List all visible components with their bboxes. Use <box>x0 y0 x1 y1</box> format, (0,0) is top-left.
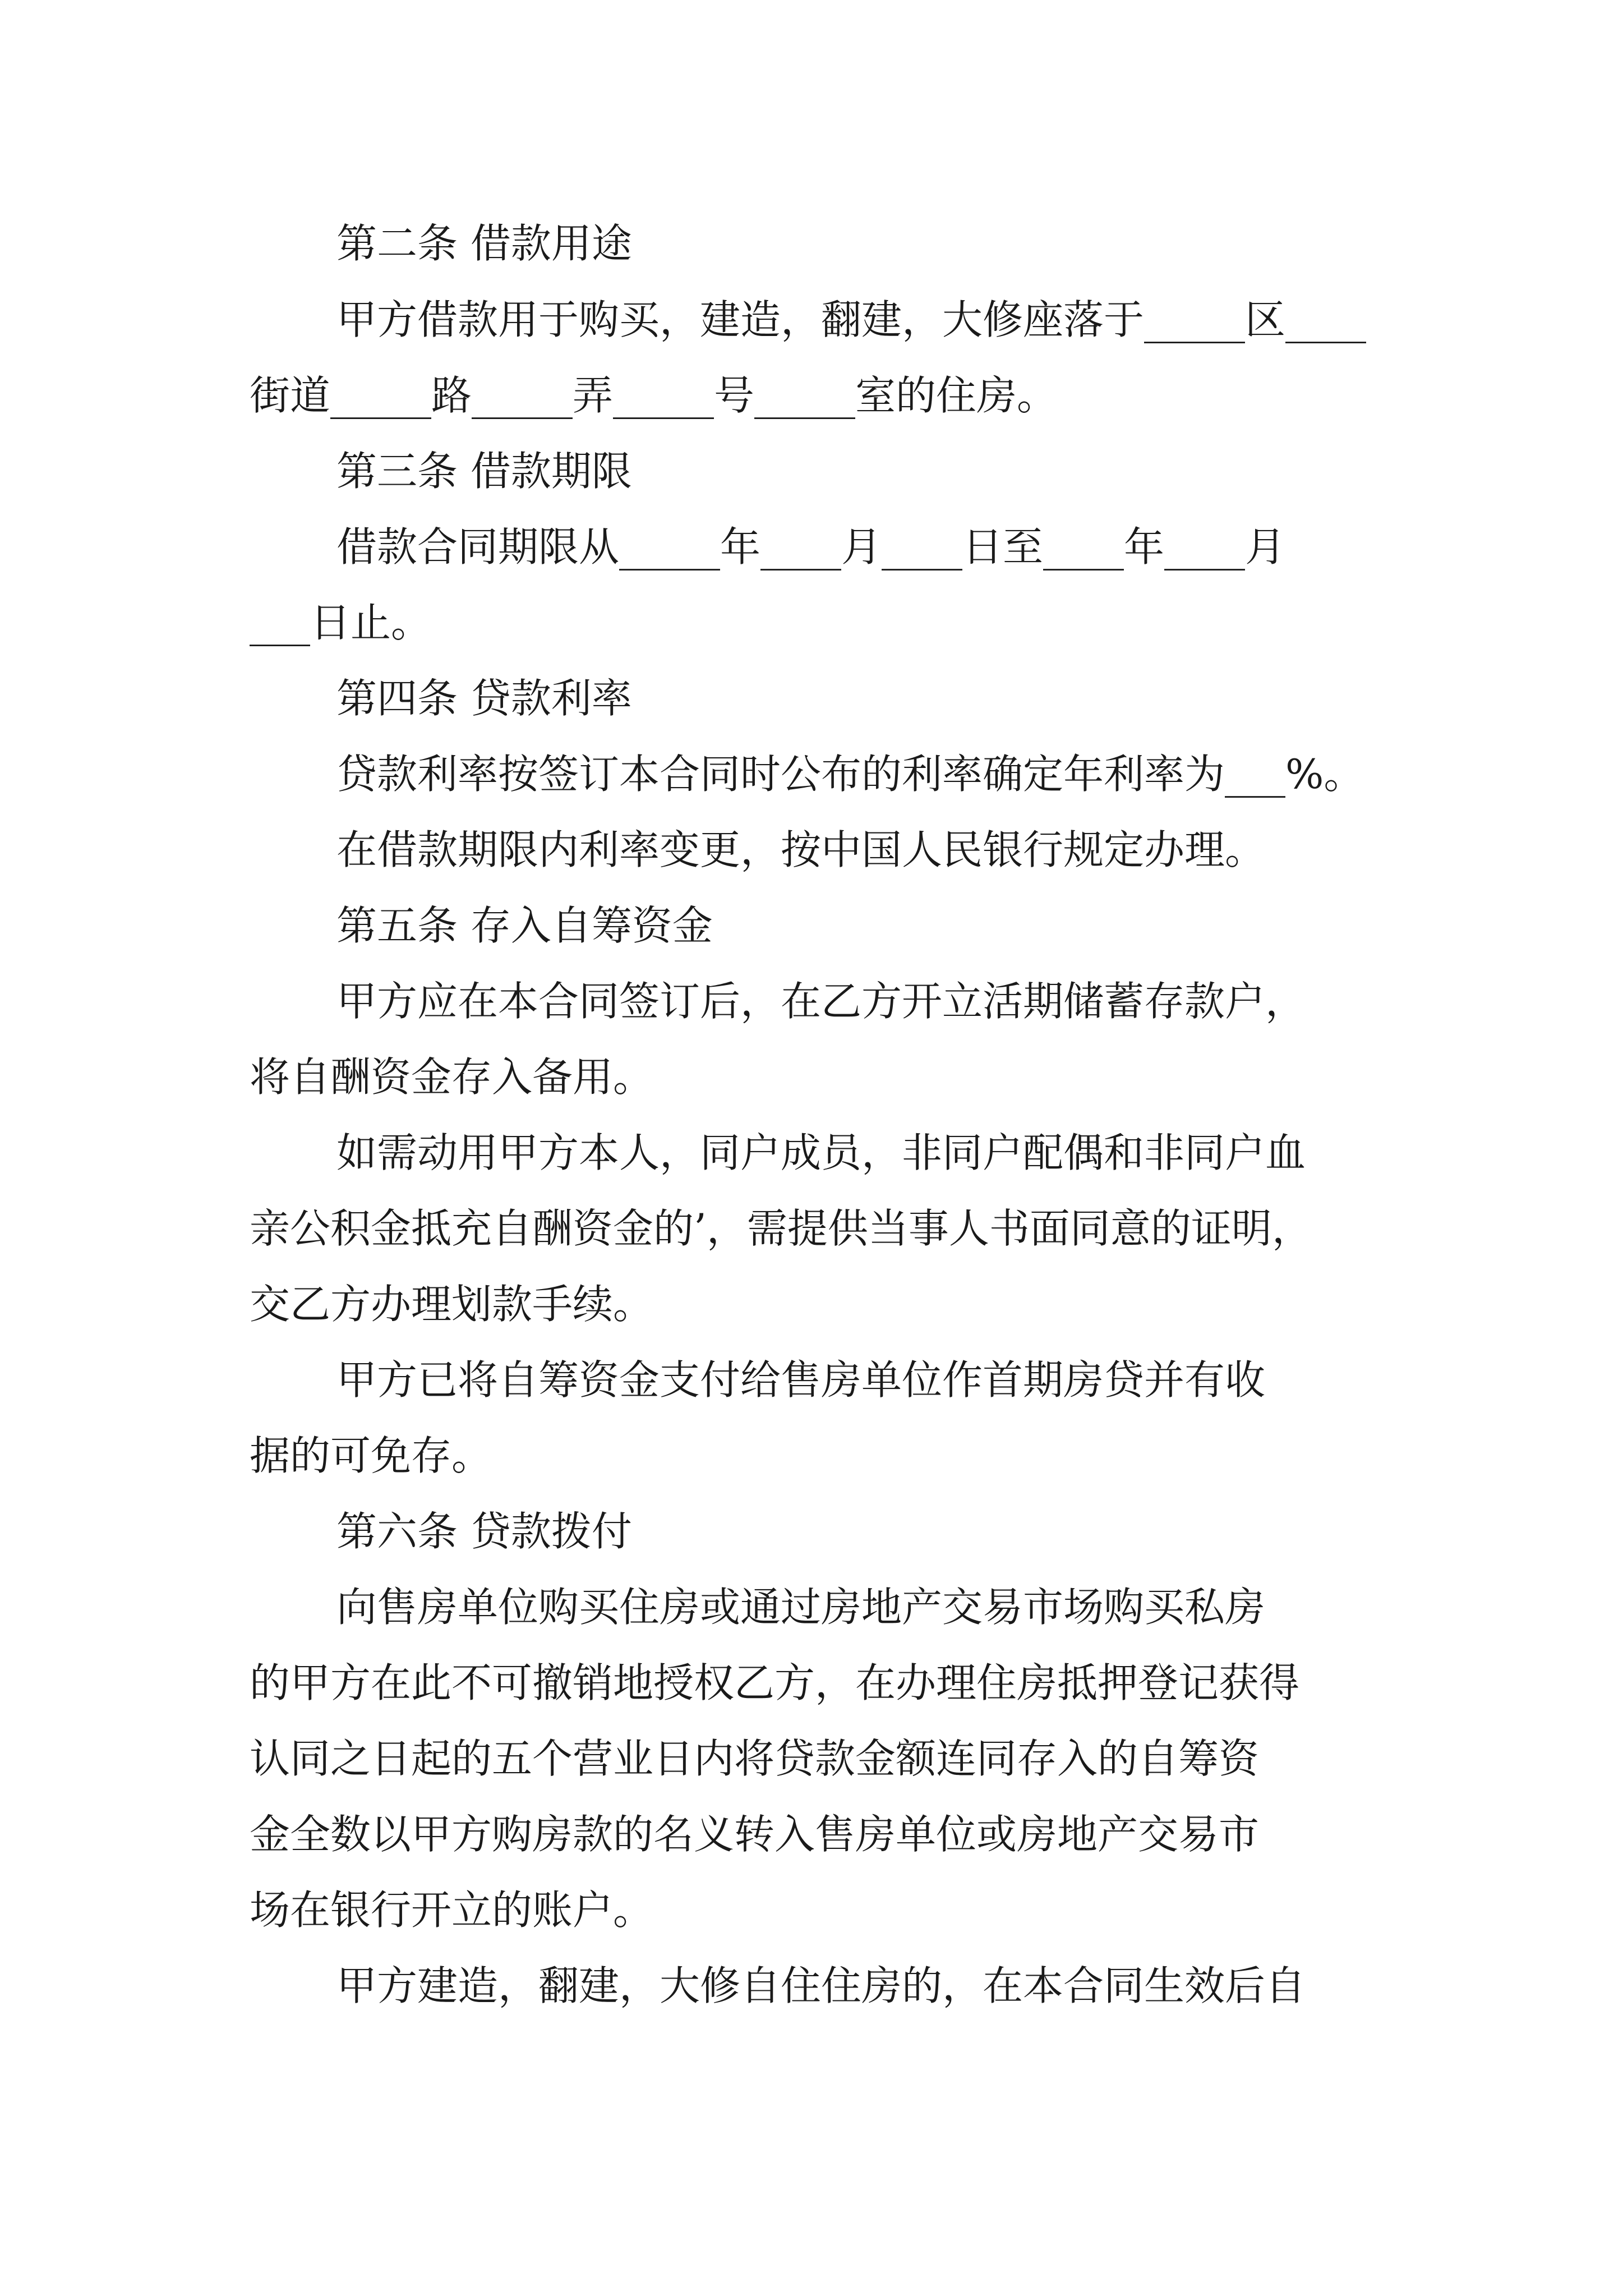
article-3-heading: 第三条 借款期限 <box>336 448 632 495</box>
article-5-para-2-line-1: 如需动用甲方本人，同户成员，非同户配偶和非同户血 <box>336 1129 1306 1176</box>
article-5-para-1-line-1: 甲方应在本合同签订后，在乙方开立活期储蓄存款户， <box>336 978 1306 1025</box>
article-2-text-line-2: 街道_____路_____弄_____号_____室的住房。 <box>250 372 1058 419</box>
article-3-text-line-1: 借款合同期限从_____年____月____日至____年____月 <box>336 523 1286 570</box>
article-6-para-1-line-2: 的甲方在此不可撤销地授权乙方，在办理住房抵押登记获得 <box>250 1659 1300 1706</box>
article-4-heading: 第四条 贷款利率 <box>336 675 632 722</box>
article-5-para-2-line-2: 亲公积金抵充自酬资金的’，需提供当事人书面同意的证明， <box>250 1205 1312 1252</box>
article-6-para-1-line-3: 认同之日起的五个营业日内将贷款金额连同存入的自筹资 <box>250 1735 1260 1782</box>
article-6-heading: 第六条 贷款拨付 <box>336 1508 632 1555</box>
article-3-text-line-2: ___日止。 <box>250 599 432 646</box>
article-5-heading: 第五条 存入自筹资金 <box>336 902 713 949</box>
article-6-para-2-line-1: 甲方建造，翻建，大修自住住房的，在本合同生效后自 <box>336 1962 1306 2009</box>
article-6-para-1-line-5: 场在银行开立的账户。 <box>250 1887 654 1934</box>
article-2-heading: 第二条 借款用途 <box>336 220 632 267</box>
article-4-text-line-1: 贷款利率按签订本合同时公布的利率确定年利率为___%。 <box>336 751 1364 798</box>
article-5-para-1-line-2: 将自酬资金存入备用。 <box>250 1053 654 1101</box>
article-6-para-1-line-1: 向售房单位购买住房或通过房地产交易市场购买私房 <box>336 1584 1266 1631</box>
article-5-para-3-line-1: 甲方已将自筹资金支付给售房单位作首期房贷并有收 <box>336 1356 1266 1404</box>
article-2-text-line-1: 甲方借款用于购买，建造，翻建，大修座落于_____区____ <box>336 296 1367 343</box>
article-5-para-2-line-3: 交乙方办理划款手续。 <box>250 1281 654 1328</box>
article-5-para-3-line-2: 据的可免存。 <box>250 1432 492 1479</box>
article-6-para-1-line-4: 金全数以甲方购房款的名义转入售房单位或房地产交易市 <box>250 1811 1260 1858</box>
article-4-text-line-2: 在借款期限内利率变更，按中国人民银行规定办理。 <box>336 826 1266 873</box>
